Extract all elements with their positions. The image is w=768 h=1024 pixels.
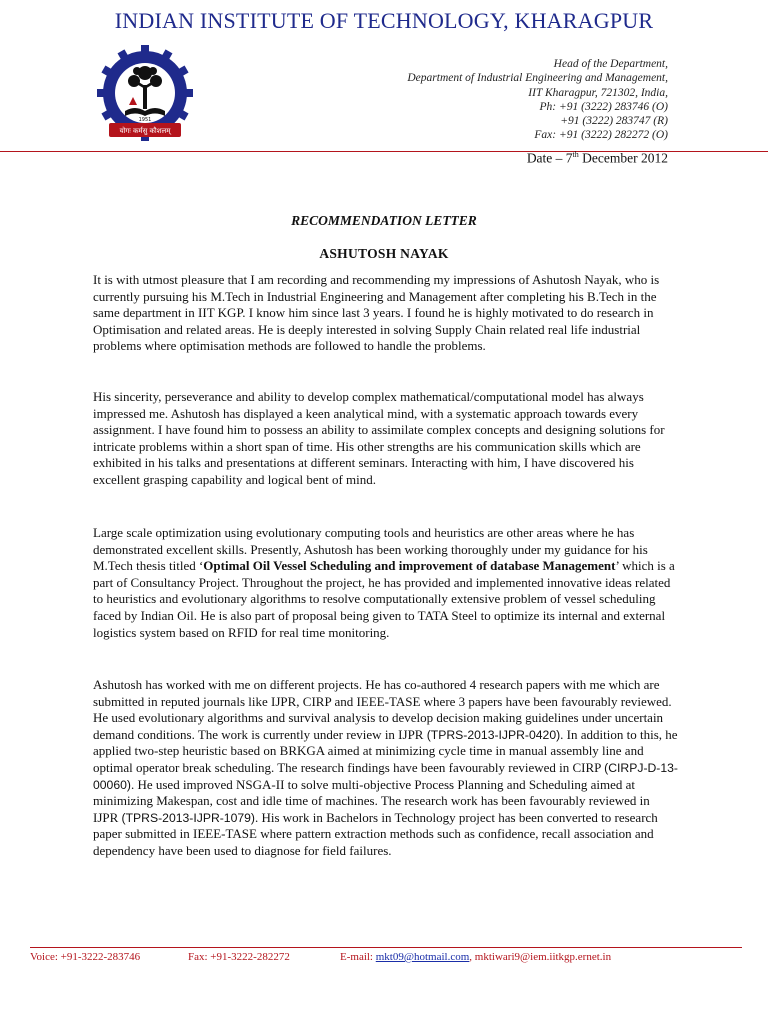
address-line: Department of Industrial Engineering and Management, [407,72,668,85]
paragraph-1: It is with utmost pleasure that I am recording and recommending my impressions of Ashutosh Nayak, who is currently pursuing his M.Tech in Industrial Engineering and Management after completing his B.Tech in the same department in IIT KGP. I know him since last 3 years. I found he is highly motivated to do research in Optimisation and related areas. He is deeply interested in solving Supply Chain related real life industrial problems where optimisation methods are followed to handle the problems. [93,272,660,354]
thesis-title: Optimal Oil Vessel Scheduling and improvement of database Management [203,558,616,574]
institute-title: INDIAN INSTITUTE OF TECHNOLOGY, KHARAGPUR [114,8,654,33]
logo-motto: योगः कर्मसु कौशलम् [119,127,171,135]
footer-voice: Voice: +91-3222-283746 [30,951,141,963]
address-line: +91 (3222) 283747 (R) [560,115,668,128]
iit-kharagpur-logo-icon [95,45,195,143]
candidate-name: ASHUTOSH NAYAK [319,246,449,261]
logo-year: 1951 [138,117,152,123]
email-iitkgp: mktiwari9@iem.iitkgp.ernet.in [474,951,612,963]
address-line: IIT Kharagpur, 721302, India, [528,86,668,99]
paragraph-2: His sincerity, perseverance and ability to develop complex mathematical/computational model has always impressed me. Ashutosh has displayed a keen analytical mind, with a systematic approach towards every assignment. I have found him to possess an ability to assimilate complex concepts and designing solutions for intricate problems within a short span of time. His other strengths are his communication skills which are exhibited in his talks and presentations at different seminars. Interacting with him, I have discovered his excellent grasping capability and logical bent of mind. [93,389,665,487]
address-line: Head of the Department, [553,58,668,70]
footer-fax: Fax: +91-3222-282272 [188,951,290,963]
address-line: Ph: +91 (3222) 283746 (O) [539,100,668,113]
paragraph-3: Large scale optimization using evolutionary computing tools and heuristics are other areas where he has demonstrated excellent skills. Presently, Ashutosh has been working thoroughly under my guidance for his M.Tech thesis titled ‘Optimal Oil Vessel Scheduling and improvement of database Management’ which is a part of Consultancy Project. Throughout the project, he has provided and implemented innovative ideas related to heuristics and evolutionary algorithms to resolve computationally extensive problem of vessel scheduling faced by Indian Oil. He is also part of proposal being given to TATA Steel to optimize its internal and external logistics system based on RFID for real time monitoring. [93,525,675,640]
address-line: Fax: +91 (3222) 282272 (O) [534,129,668,142]
footer-email: E-mail: mkt09@hotmail.com, mktiwari9@iem.iitkgp.ernet.in [340,951,612,963]
department-address-block [407,57,668,143]
footer-divider [30,947,742,948]
email-link-hotmail[interactable]: mkt09@hotmail.com [375,951,470,963]
paragraph-4: Ashutosh has worked with me on different projects. He has co-authored 4 research papers with me which are submitted in reputed journals like IJPR, CIRP and IEEE-TASE where 3 papers have been favourably reviewed. He used evolutionary algorithms and survival analysis to develop decision making guidelines under uncertain demand conditions. The work is currently under review in IJPR (TPRS-2013-IJPR-0420). In addition to this, he applied two-step heuristic based on BRKGA aimed at minimizing cycle time in manual assembly line and optimal operator break scheduling. The research findings have been favourably reviewed in CIRP (CIRPJ-D-13-00060). He used improved NSGA-II to solve multi-objective Process Planning and Scheduling aimed at minimizing Makespan, cost and idle time of machines. The research work has been favourably reviewed in IJPR (TPRS-2013-IJPR-1079). His work in Bachelors in Technology project has been converted to research paper submitted in IEEE-TASE where pattern extraction methods such as confidence, recall association and dependency have been used to diagnose for field failures. [93,677,678,858]
letter-title: RECOMMENDATION LETTER [291,213,477,228]
letter-date: Date – 7th December 2012 [526,150,668,166]
